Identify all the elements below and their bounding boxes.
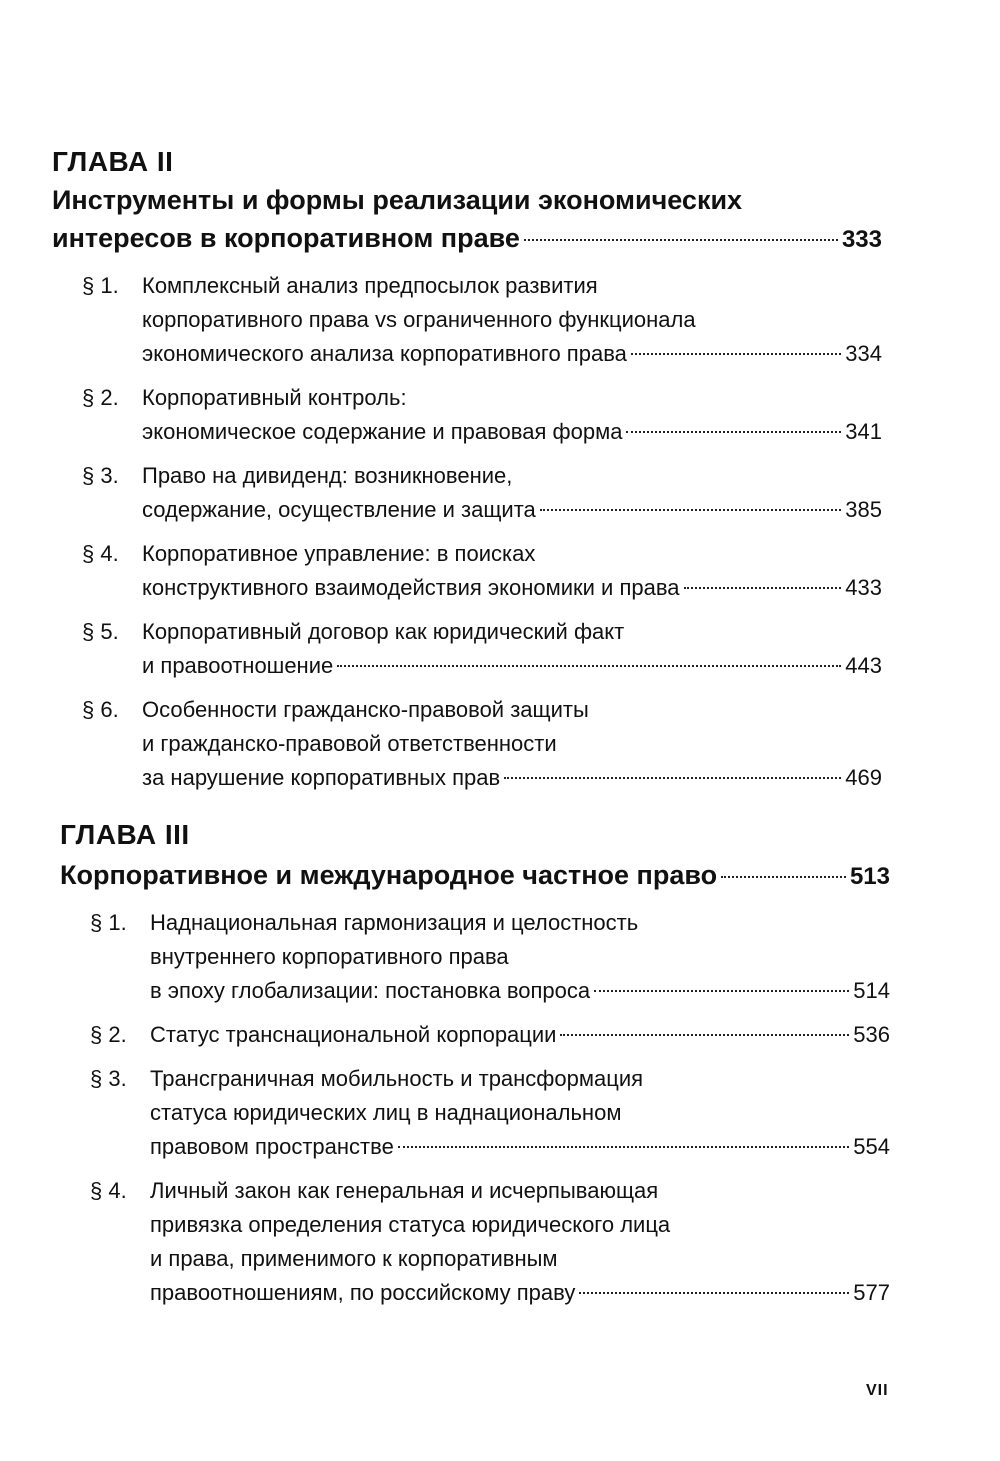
section-last-line [150, 974, 890, 1008]
section-number: § 3. [82, 463, 119, 488]
section-number: § 5. [82, 619, 119, 644]
section-last-line [150, 1018, 890, 1052]
section-title-text: содержание, осуществление и защита [142, 497, 536, 522]
section-line: внутреннего корпоративного права [150, 944, 509, 969]
section-line: Личный закон как генеральная и исчерпывающая [150, 1178, 659, 1203]
section-entry[interactable] [52, 381, 882, 449]
section-last-line [150, 1130, 890, 1164]
section-line: Трансграничная мобильность и трансформация [150, 1066, 644, 1091]
chapter-label: ГЛАВА II [52, 146, 174, 177]
section-page-number: 334 [845, 341, 882, 366]
chapter-2 [52, 145, 882, 805]
section-line: корпоративного права vs ограниченного функционала [142, 307, 696, 332]
section-body [150, 1018, 890, 1052]
page-folio: VII [866, 1382, 889, 1399]
section-last-line [142, 415, 882, 449]
chapter-title-text: интересов в корпоративном праве [52, 223, 520, 253]
dot-leader [626, 431, 841, 433]
dot-leader [337, 665, 841, 667]
section-body [142, 693, 882, 795]
section-page-number: 341 [845, 419, 882, 444]
section-line: Особенности гражданско-правовой защиты [142, 697, 589, 722]
dot-leader [721, 876, 846, 878]
section-line: привязка определения статуса юридического лица [150, 1212, 671, 1237]
section-entry[interactable] [60, 906, 890, 1008]
section-body [142, 381, 882, 449]
section-entry[interactable] [52, 615, 882, 683]
chapter-title-last-line [52, 219, 882, 259]
section-entry[interactable] [60, 1174, 890, 1310]
dot-leader [631, 353, 841, 355]
section-page-number: 514 [853, 978, 890, 1003]
section-title-text: экономическое содержание и правовая форма [142, 419, 623, 444]
section-number: § 6. [82, 697, 119, 722]
section-line: Комплексный анализ предпосылок развития [142, 273, 598, 298]
section-page-number: 469 [845, 765, 882, 790]
section-body [150, 1062, 890, 1164]
dot-leader [540, 509, 842, 511]
chapter-title-line: Инструменты и формы реализации экономических [52, 185, 743, 215]
section-page-number: 385 [845, 497, 882, 522]
section-line: Наднациональная гармонизация и целостность [150, 910, 639, 935]
section-last-line [150, 1276, 890, 1310]
chapter-page-number: 513 [849, 863, 890, 890]
section-list [60, 906, 890, 1310]
section-entry[interactable] [60, 1018, 890, 1052]
section-body [142, 269, 882, 371]
section-body [142, 459, 882, 527]
section-number: § 2. [82, 385, 119, 410]
section-last-line [142, 337, 882, 371]
section-body [142, 615, 882, 683]
section-page-number: 443 [845, 653, 882, 678]
section-body [150, 906, 890, 1008]
chapter-title-last-line [60, 856, 890, 896]
section-page-number: 433 [845, 575, 882, 600]
section-entry[interactable] [52, 693, 882, 795]
section-page-number: 577 [853, 1280, 890, 1305]
section-body [142, 537, 882, 605]
section-number: § 4. [90, 1178, 127, 1203]
section-entry[interactable] [52, 269, 882, 371]
section-number: § 3. [90, 1066, 127, 1091]
chapter-label: ГЛАВА III [60, 819, 190, 850]
section-title-text: за нарушение корпоративных прав [142, 765, 501, 790]
section-line: и гражданско-правовой ответственности [142, 731, 557, 756]
section-entry[interactable] [60, 1062, 890, 1164]
section-number: § 1. [82, 273, 119, 298]
section-number: § 4. [82, 541, 119, 566]
section-title-text: правоотношениям, по российскому праву [150, 1280, 576, 1305]
dot-leader [594, 990, 849, 992]
dot-leader [579, 1292, 849, 1294]
section-title-text: экономического анализа корпоративного права [142, 341, 627, 366]
section-page-number: 554 [853, 1134, 890, 1159]
section-line: и права, применимого к корпоративным [150, 1246, 558, 1271]
dot-leader [398, 1146, 849, 1148]
section-title-text: в эпоху глобализации: постановка вопроса [150, 978, 591, 1003]
dot-leader [684, 587, 842, 589]
section-entry[interactable] [52, 459, 882, 527]
section-line: статуса юридических лиц в наднациональном [150, 1100, 622, 1125]
chapter-title-text: Корпоративное и международное частное право [60, 860, 718, 890]
section-line: Корпоративный контроль: [142, 385, 407, 410]
section-line: Корпоративный договор как юридический факт [142, 619, 625, 644]
chapter-3 [60, 818, 890, 1320]
section-body [150, 1174, 890, 1310]
section-list [52, 269, 882, 795]
section-number: § 2. [90, 1022, 127, 1047]
section-title-text: конструктивного взаимодействия экономики и права [142, 575, 680, 600]
section-title-text: правовом пространстве [150, 1134, 394, 1159]
section-entry[interactable] [52, 537, 882, 605]
chapter-page-number: 333 [841, 226, 882, 253]
section-last-line [142, 761, 882, 795]
section-page-number: 536 [853, 1022, 890, 1047]
section-last-line [142, 649, 882, 683]
dot-leader [524, 239, 838, 241]
dot-leader [504, 777, 841, 779]
section-last-line [142, 493, 882, 527]
dot-leader [560, 1034, 849, 1036]
section-last-line [142, 571, 882, 605]
section-number: § 1. [90, 910, 127, 935]
section-line: Корпоративное управление: в поисках [142, 541, 536, 566]
section-line: Право на дивиденд: возникновение, [142, 463, 513, 488]
section-title-text: Статус транснациональной корпорации [150, 1022, 557, 1047]
section-title-text: и правоотношение [142, 653, 334, 678]
